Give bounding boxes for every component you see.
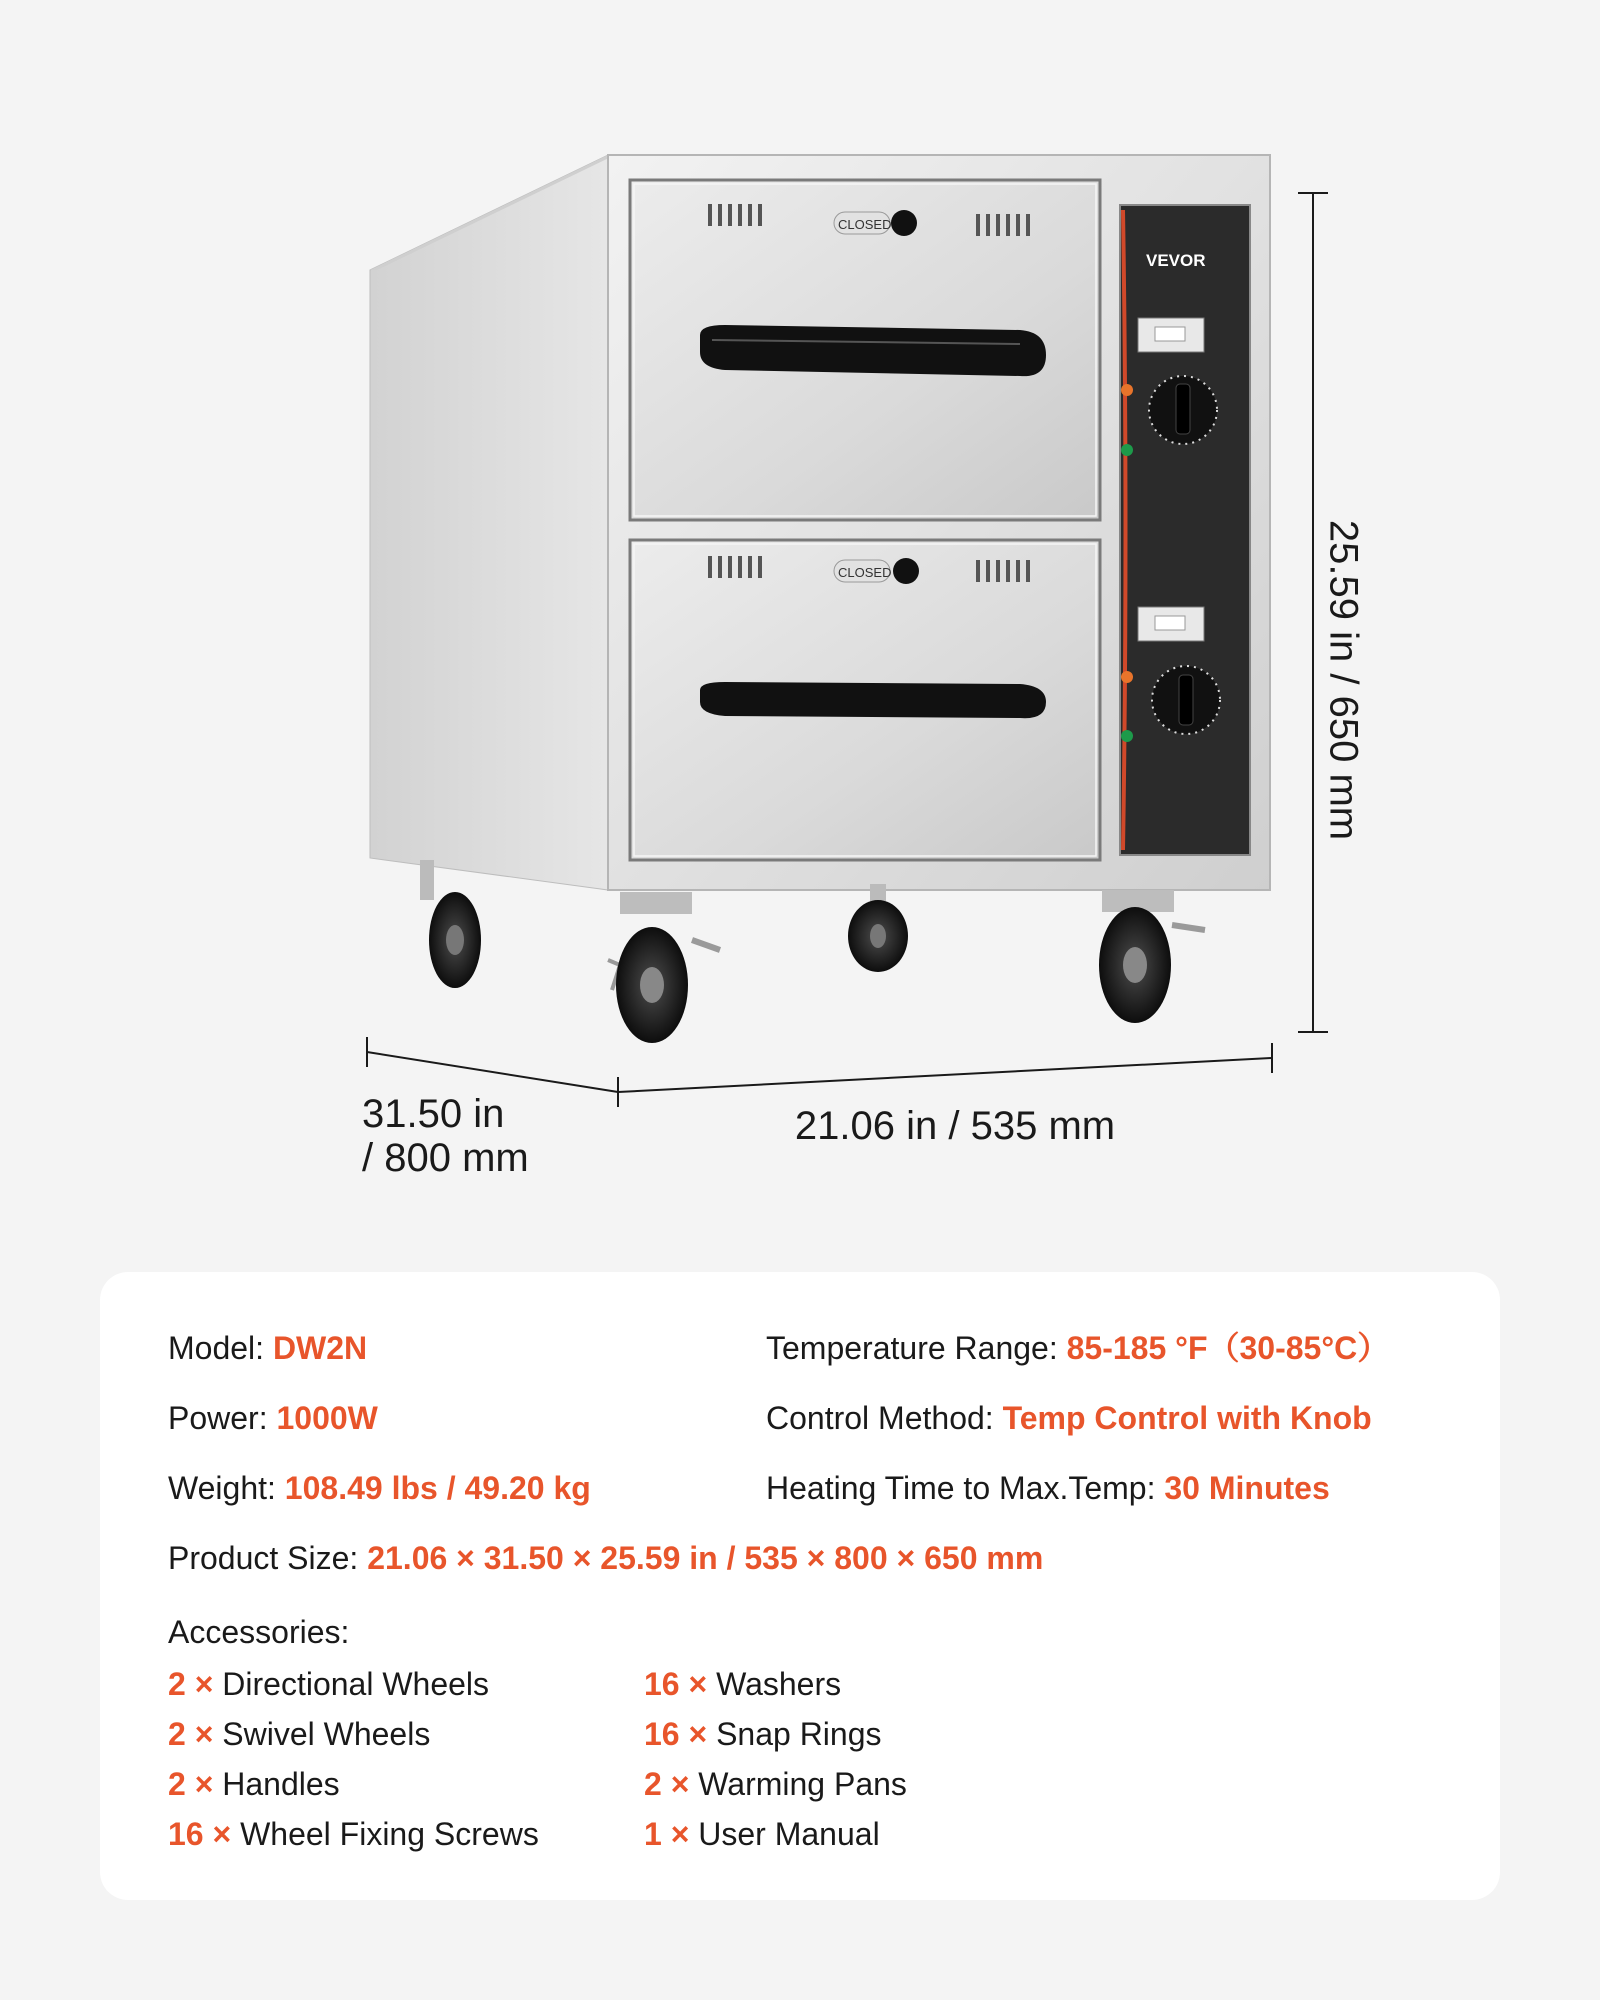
drawer-handle-upper — [700, 325, 1046, 376]
power-indicator-upper — [1121, 444, 1133, 456]
drawer-handle-lower — [700, 682, 1046, 718]
spec-power: Power: 1000W — [168, 1400, 378, 1436]
cabinet-side-panel — [370, 155, 608, 890]
accessories-title: Accessories: — [168, 1614, 350, 1650]
spec-temperature-range: Temperature Range: 85-185 °F（30-85°C） — [766, 1330, 1390, 1366]
depth-dimension-line — [367, 1052, 618, 1092]
vent-knob-lower — [893, 558, 919, 584]
spec-model: Model: DW2N — [168, 1330, 368, 1366]
accessory-item: 2 × Directional Wheels — [168, 1666, 490, 1702]
specification-card — [100, 1272, 1500, 1900]
height-dimension-label: 25.59 in / 650 mm — [1321, 519, 1366, 841]
closed-badge-upper: CLOSED — [838, 217, 892, 232]
upper-drawer — [630, 180, 1100, 520]
spec-product-size: Product Size: 21.06 × 31.50 × 25.59 in / 535 × 800 × 650 mm — [168, 1540, 1044, 1576]
accessory-item: 1 × User Manual — [644, 1816, 880, 1852]
caster-rear-left — [420, 860, 481, 988]
width-dimension-line — [618, 1058, 1272, 1092]
accessory-item: 16 × Snap Rings — [644, 1716, 882, 1752]
width-dimension-label: 21.06 in / 535 mm — [794, 1104, 1116, 1148]
caster-front-left — [608, 892, 720, 1043]
accessory-item: 2 × Warming Pans — [644, 1766, 907, 1802]
accessory-item: 16 × Washers — [644, 1666, 842, 1702]
caster-front-right — [1099, 890, 1205, 1023]
accessory-item: 2 × Handles — [168, 1766, 340, 1802]
depth-dimension-label — [362, 1092, 622, 1180]
power-indicator-lower — [1121, 730, 1133, 742]
spec-weight: Weight: 108.49 lbs / 49.20 kg — [168, 1470, 591, 1506]
depth-inches: 31.50 in — [362, 1092, 505, 1136]
closed-badge-lower: CLOSED — [838, 565, 892, 580]
lower-drawer — [630, 540, 1100, 860]
brand-logo: VEVOR — [1146, 251, 1206, 270]
control-panel — [1120, 205, 1250, 855]
vent-knob-upper — [891, 210, 917, 236]
accessory-item: 2 × Swivel Wheels — [168, 1716, 431, 1752]
spec-heating-time: Heating Time to Max.Temp: 30 Minutes — [766, 1470, 1330, 1506]
depth-millimeters: / 800 mm — [362, 1136, 529, 1180]
caster-rear-right — [848, 884, 908, 972]
heat-indicator-lower — [1121, 671, 1133, 683]
spec-control-method: Control Method: Temp Control with Knob — [766, 1400, 1372, 1436]
accessory-item: 16 × Wheel Fixing Screws — [168, 1816, 539, 1852]
heat-indicator-upper — [1121, 384, 1133, 396]
